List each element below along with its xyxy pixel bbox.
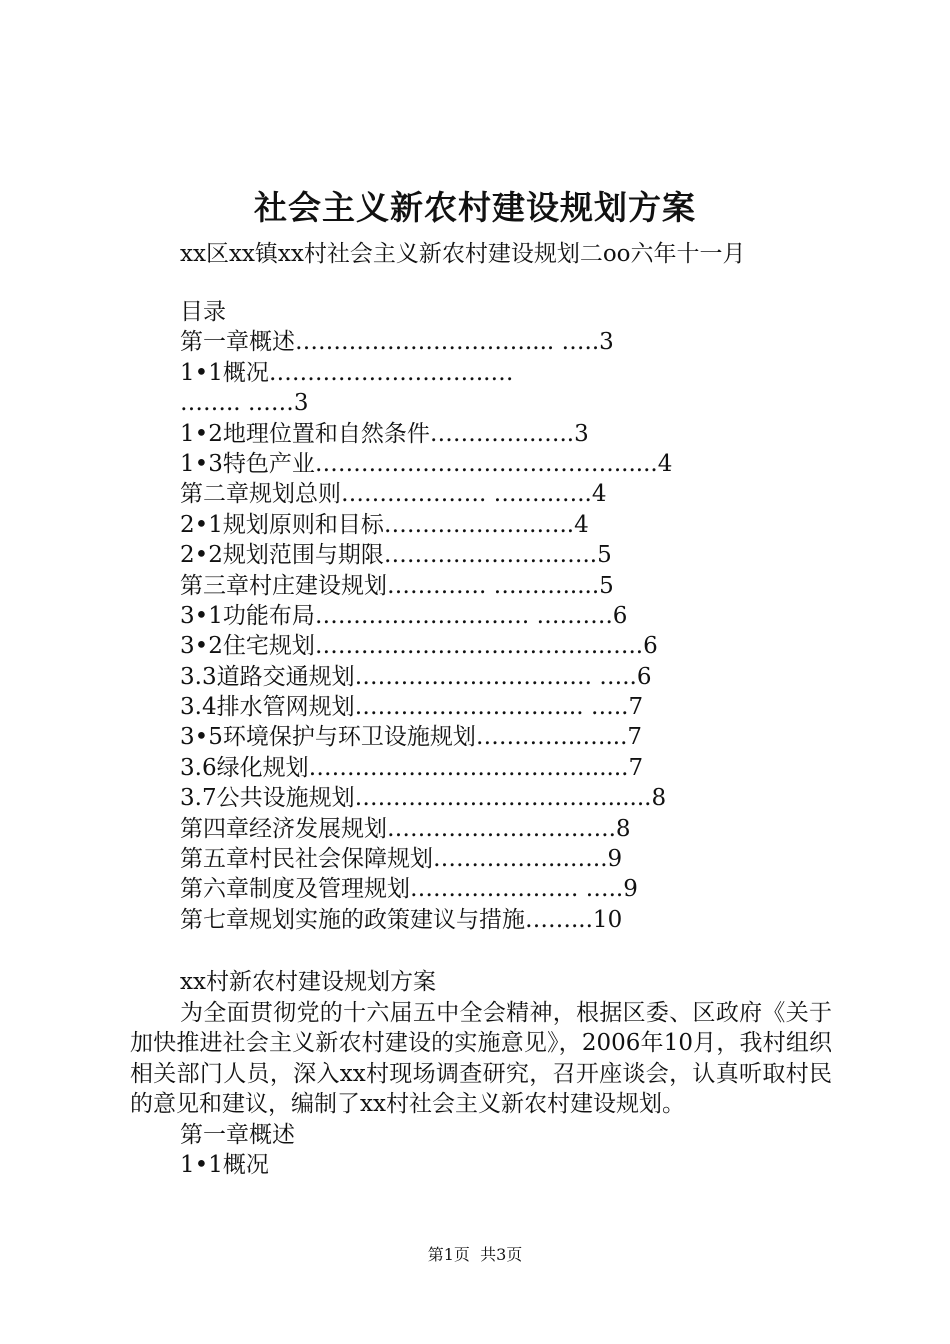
toc-entry: 1•1概况………………………..… [180,359,514,386]
document-subtitle: xx区xx镇xx村社会主义新农村建设规划二oo六年十一月 [180,241,746,267]
toc-entry: 3•2住宅规划………………………………..…..6 [180,633,658,660]
toc-entry: 第六章制度及管理规划…………………. …..9 [180,876,638,903]
section-title: xx村新农村建设规划方案 [180,969,436,995]
toc-entry: 第七章规划实施的政策建议与措施……...10 [180,906,623,933]
toc-entry: 3•5环境保护与环卫设施规划…………..…...7 [180,724,643,751]
subsection-heading: 1•1概况 [180,1152,269,1178]
toc-entry: 3.7公共设施规划……………………………......8 [180,785,667,812]
toc-entry: 第二章规划总则………………. ……..…..4 [180,481,607,508]
toc-entry: 1•3特色产业…………………………………......4 [180,450,673,477]
toc-entry: 2•2规划范围与期限…………………..…..5 [180,542,612,569]
toc-entry: 2•1规划原则和目标………………..…..4 [180,511,589,538]
toc-entry: …….. ……3 [180,390,309,417]
toc-entry: 第三章村庄建设规划…………. ……….....5 [180,572,614,599]
toc-entry: 1•2地理位置和自然条件…………..…..3 [180,420,589,447]
page-footer: 第1页 共3页 [427,1245,523,1264]
toc-entry: 3.4排水管网规划………………………... …..7 [180,694,644,721]
toc-entry: 第四章经济发展规划…………………….…..8 [180,815,631,842]
toc-entry: 第一章概述………………………….... …..3 [180,329,614,356]
table-of-contents [180,297,880,935]
toc-entry: 3•1功能布局………………………. ……….6 [180,602,628,629]
chapter-heading: 第一章概述 [180,1121,295,1148]
toc-entry: 3.6绿化规划………………………………......7 [180,754,644,781]
toc-entry: 第五章村民社会保障规划……………...…..9 [180,846,623,873]
toc-entry: 3.3道路交通规划…………………………. …..6 [180,663,652,690]
intro-paragraph: 为全面贯彻党的十六届五中全会精神，根据区委、区政府《关于加快推进社会主义新农村建设的实施意见》，2006年10月，我村组织相关部门人员，深入xx村现场调查研究，召开座谈会，认真听取村民的意见和建议，编制了xx村社会主义新农村建设规划。 [130,999,832,1117]
document-body [130,967,832,1181]
document-title: 社会主义新农村建设规划方案 [254,188,696,227]
toc-heading: 目录 [180,299,226,325]
